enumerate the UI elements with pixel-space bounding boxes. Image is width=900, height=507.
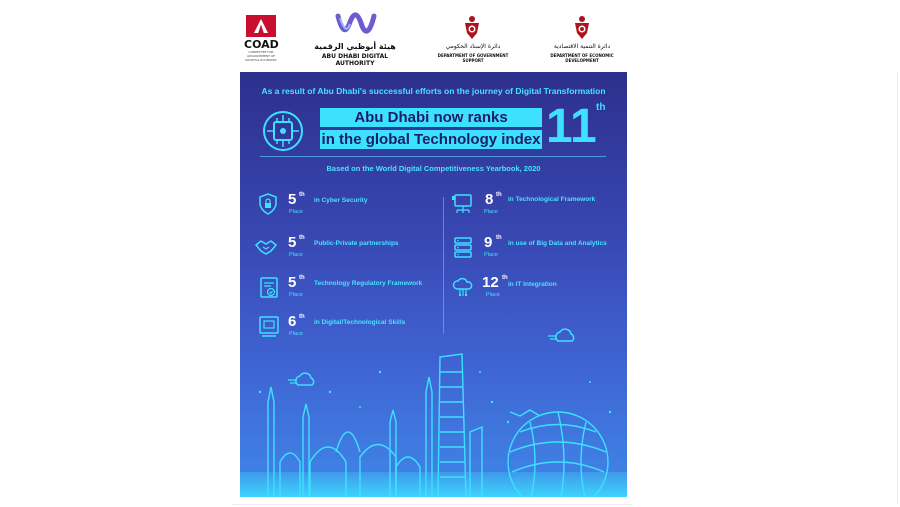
stat-rank-suffix: th xyxy=(299,192,305,198)
headline-line-2: in the global Technology index xyxy=(321,131,541,148)
stat-place-label: Place xyxy=(484,209,498,215)
stat-label: in Digital/Technological Skills xyxy=(314,319,406,326)
ded-logo-arabic: دائرة التنمية الاقتصادية xyxy=(553,43,611,50)
stat-rank-suffix: th xyxy=(496,235,502,241)
stat-rank: 6 xyxy=(288,313,297,330)
coad-logo xyxy=(246,15,276,37)
stat-rank: 9 xyxy=(484,234,493,251)
stat-label: in Technological Framework xyxy=(508,196,596,203)
stat-rank-suffix: th xyxy=(299,314,305,320)
dgs-logo-arabic: دائرة الإسناد الحكومي xyxy=(445,43,501,50)
stat-place-label: Place xyxy=(486,292,500,298)
dgs-logo-english: DEPARTMENT OF GOVERNMENT SUPPORT xyxy=(437,53,509,63)
stat-label: in Cyber Security xyxy=(314,197,368,204)
ada-logo-mark xyxy=(334,12,378,42)
coad-logo-label: COAD xyxy=(244,38,279,51)
global-rank-number: 11 xyxy=(546,100,597,153)
circuit-chip-icon xyxy=(262,110,304,152)
intro-text: As a result of Abu Dhabi's successful efforts on the journey of Digital Transformation xyxy=(261,86,606,96)
city-skyline-illustration xyxy=(240,332,627,497)
stat-place-label: Place xyxy=(289,252,303,258)
stat-rank-suffix: th xyxy=(496,192,502,198)
headline-line-1: Abu Dhabi now ranks xyxy=(320,108,542,127)
checklist-icon xyxy=(257,275,281,299)
page-edge-bottom xyxy=(232,504,632,505)
infographic-poster xyxy=(240,72,627,497)
stat-place-label: Place xyxy=(289,292,303,298)
cloud-network-icon xyxy=(451,275,475,299)
stat-rank: 5 xyxy=(288,274,297,291)
shield-lock-icon xyxy=(256,192,280,216)
stat-rank: 12 xyxy=(482,274,499,291)
stat-rank-suffix: th xyxy=(299,235,305,241)
ded-logo-english: DEPARTMENT OF ECONOMIC DEVELOPMENT xyxy=(550,53,614,63)
handshake-icon xyxy=(254,235,278,259)
stat-label: Technology Regulatory Framework xyxy=(314,280,423,287)
stats-column-divider xyxy=(443,197,444,334)
dgs-emblem-icon xyxy=(463,15,481,41)
stat-rank-suffix: th xyxy=(299,275,305,281)
ada-logo-arabic: هيئة أبوظبي الرقمية xyxy=(314,42,396,51)
stat-rank: 5 xyxy=(288,191,297,208)
ded-emblem-icon xyxy=(573,15,591,41)
stat-rank: 5 xyxy=(288,234,297,251)
global-rank-suffix: th xyxy=(596,102,606,113)
network-monitor-icon xyxy=(451,192,475,216)
stat-rank-suffix: th xyxy=(502,275,508,281)
source-text: Based on the World Digital Competitiveness Yearbook, 2020 xyxy=(326,164,541,173)
stat-label: in use of Big Data and Analytics xyxy=(508,240,607,247)
page-edge xyxy=(897,72,898,504)
stat-place-label: Place xyxy=(289,209,303,215)
headline-divider xyxy=(260,156,606,157)
stat-label: in IT Integration xyxy=(508,281,557,288)
stat-rank: 8 xyxy=(485,191,494,208)
stat-place-label: Place xyxy=(289,331,303,337)
stat-place-label: Place xyxy=(484,252,498,258)
ada-logo-english: ABU DHABI DIGITAL AUTHORITY xyxy=(321,53,389,67)
stat-label: Public-Private partnerships xyxy=(314,240,399,247)
coad-logo-subtitle: COMMITTEE FOR ADVANCEMENT OF SOCIETAL ECONOMIC xyxy=(245,50,277,62)
database-icon xyxy=(451,235,475,259)
